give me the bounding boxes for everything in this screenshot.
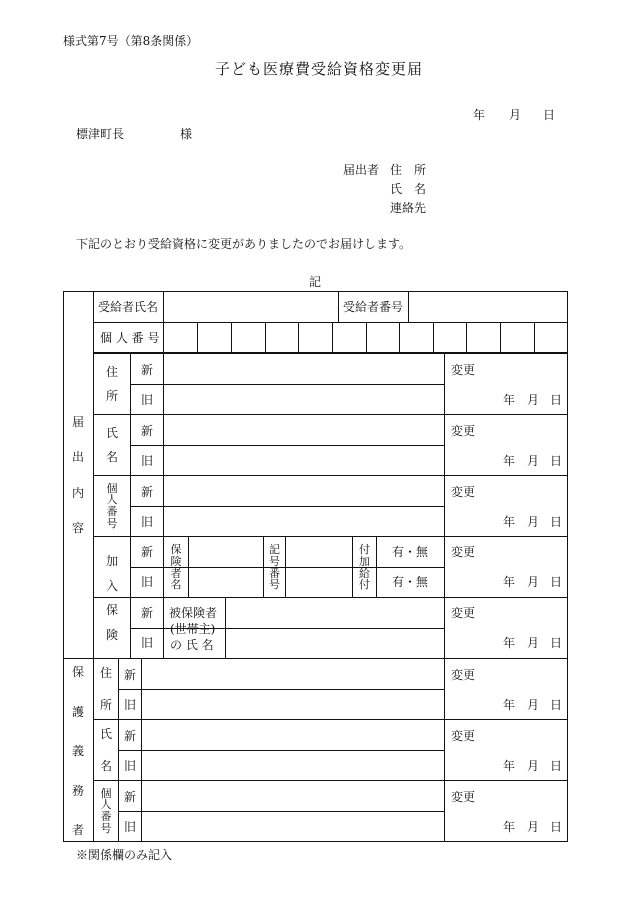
symbol-number-label: 記 号 番 号 [269, 543, 280, 592]
insurance-new-label: 新 [141, 545, 154, 559]
group-line [93, 719, 568, 720]
digit-cell-line [466, 322, 467, 353]
guardian-indiv-num-old-label: 旧 [124, 820, 137, 834]
additional-benefit-label: 付 加 給 付 [359, 543, 370, 592]
half-line [130, 506, 445, 507]
half-line [118, 811, 445, 812]
address-change-label: 変更 [451, 363, 476, 377]
date-year: 年 [503, 820, 516, 834]
date-month: 月 [527, 515, 540, 529]
half-line [130, 384, 445, 385]
name-new-label: 新 [141, 424, 154, 438]
insured-change-label: 変更 [451, 606, 476, 620]
submitter-label: 届出者 [343, 163, 380, 177]
half-line [118, 689, 445, 690]
indiv-num-label: 個 人 番 号 [106, 481, 118, 530]
guardian-address-new-field[interactable] [144, 661, 442, 687]
cell-line [376, 536, 377, 598]
address-new-field[interactable] [166, 356, 442, 382]
date-month: 月 [527, 393, 540, 407]
date-month-label: 月 [509, 108, 522, 122]
date-day: 日 [550, 698, 563, 712]
group-line [93, 475, 568, 476]
digit-cell-line [399, 322, 400, 353]
insured-new-label: 新 [141, 606, 154, 620]
digit-cell-line [265, 322, 266, 353]
cell-line [225, 597, 226, 659]
insurance-change-label: 変更 [451, 545, 476, 559]
guardian-address-change-label: 変更 [451, 668, 476, 682]
half-line [130, 445, 445, 446]
address-old-label: 旧 [141, 393, 154, 407]
section-line [63, 658, 568, 659]
ki-label: 記 [309, 275, 322, 289]
name-old-label: 旧 [141, 454, 154, 468]
individual-number-label: 個 人 番 号 [100, 331, 160, 345]
row-line-double [93, 352, 568, 354]
group-line [93, 780, 568, 781]
guardian-indiv-num-new-label: 新 [124, 790, 137, 804]
date-day: 日 [550, 393, 563, 407]
insured-line3: の 氏 名 [170, 638, 214, 652]
date-day: 日 [550, 636, 563, 650]
recipient-number-label: 受給者番号 [343, 300, 404, 314]
name-new-field[interactable] [166, 417, 442, 443]
date-year: 年 [503, 575, 516, 589]
date-month: 月 [527, 698, 540, 712]
date-month: 月 [527, 454, 540, 468]
indiv-num-new-label: 新 [141, 485, 154, 499]
date-day: 日 [550, 575, 563, 589]
date-year: 年 [503, 515, 516, 529]
indiv-num-change-label: 変更 [451, 485, 476, 499]
submitter-address-label: 住 所 [390, 163, 427, 177]
submitter-contact-label: 連絡先 [390, 201, 427, 215]
recipient-name-label: 受給者氏名 [98, 300, 159, 314]
guardian-indiv-num-change-label: 変更 [451, 790, 476, 804]
insurance-label: 加 入 保 険 [105, 554, 118, 642]
group-line [93, 597, 568, 598]
date-day: 日 [550, 759, 563, 773]
guardian-indiv-num-new-field[interactable] [144, 783, 442, 809]
guardian-indiv-num-label: 個 人 番 号 [100, 786, 112, 835]
digit-cell-line [332, 322, 333, 353]
date-day: 日 [550, 454, 563, 468]
address-label: 住 所 [105, 365, 118, 403]
digit-cell-line [534, 322, 535, 353]
cell-line [285, 536, 286, 598]
date-month: 月 [527, 820, 540, 834]
name-label: 氏 名 [105, 426, 118, 464]
date-day-label: 日 [543, 108, 556, 122]
group-line [93, 414, 568, 415]
indiv-num-new-field[interactable] [166, 478, 442, 504]
insurer-name-label: 保 険 者 名 [170, 543, 182, 592]
half-line [118, 750, 445, 751]
date-month: 月 [527, 759, 540, 773]
digit-cell-line [298, 322, 299, 353]
guardian-name-change-label: 変更 [451, 729, 476, 743]
addressee: 標津町長 [76, 127, 125, 141]
date-day: 日 [550, 820, 563, 834]
benefit-new-yes-no[interactable]: 有・無 [392, 545, 429, 559]
row-line [93, 322, 568, 323]
name-old-field[interactable] [166, 448, 442, 474]
insured-old-label: 旧 [141, 636, 154, 650]
digit-cell-line [197, 322, 198, 353]
recipient-name-field[interactable] [165, 297, 337, 317]
section-notification-content: 届 出 内 容 [71, 415, 84, 535]
digit-cell-line [366, 322, 367, 353]
date-year: 年 [503, 636, 516, 650]
digit-cell-line [500, 322, 501, 353]
number-label-divider [408, 291, 409, 322]
submitter-name-label: 氏 名 [390, 182, 427, 196]
date-year: 年 [503, 759, 516, 773]
digit-cell-line [231, 322, 232, 353]
form-title: 子ども医療費受給資格変更届 [215, 60, 424, 78]
insured-line1: 被保険者 [169, 606, 218, 620]
name-change-label: 変更 [451, 424, 476, 438]
date-year: 年 [503, 698, 516, 712]
guardian-address-old-field[interactable] [144, 692, 442, 718]
date-year: 年 [503, 454, 516, 468]
guardian-name-label: 氏 名 [99, 727, 112, 773]
guardian-address-new-label: 新 [124, 668, 137, 682]
digit-cell-line [433, 322, 434, 353]
indiv-num-old-field[interactable] [166, 509, 442, 535]
section-guardian: 保 護 義 務 者 [71, 665, 84, 837]
recipient-number-field[interactable] [411, 297, 565, 317]
guardian-name-old-field[interactable] [144, 753, 442, 779]
date-day: 日 [550, 515, 563, 529]
date-month: 月 [527, 575, 540, 589]
date-year: 年 [503, 393, 516, 407]
guardian-address-old-label: 旧 [124, 698, 137, 712]
benefit-old-yes-no[interactable]: 有・無 [392, 575, 429, 589]
guardian-name-new-field[interactable] [144, 722, 442, 748]
guardian-name-new-label: 新 [124, 729, 137, 743]
cell-line [188, 536, 189, 598]
date-month: 月 [527, 636, 540, 650]
address-old-field[interactable] [166, 387, 442, 413]
guardian-name-old-label: 旧 [124, 759, 137, 773]
guardian-indiv-num-old-field[interactable] [144, 814, 442, 840]
footer-note: ※関係欄のみ記入 [76, 848, 173, 862]
insurance-old-label: 旧 [141, 575, 154, 589]
date-year-label: 年 [473, 108, 486, 122]
address-new-label: 新 [141, 363, 154, 377]
name-number-divider [338, 291, 339, 322]
indiv-num-old-label: 旧 [141, 515, 154, 529]
intro-text: 下記のとおり受給資格に変更がありましたのでお届けします。 [76, 237, 412, 251]
group-line [93, 536, 568, 537]
insured-line2: (世帯主) [170, 622, 216, 636]
form-number: 様式第7号（第8条関係） [63, 34, 199, 48]
guardian-address-label: 住 所 [99, 666, 112, 712]
honorific: 様 [180, 127, 193, 141]
